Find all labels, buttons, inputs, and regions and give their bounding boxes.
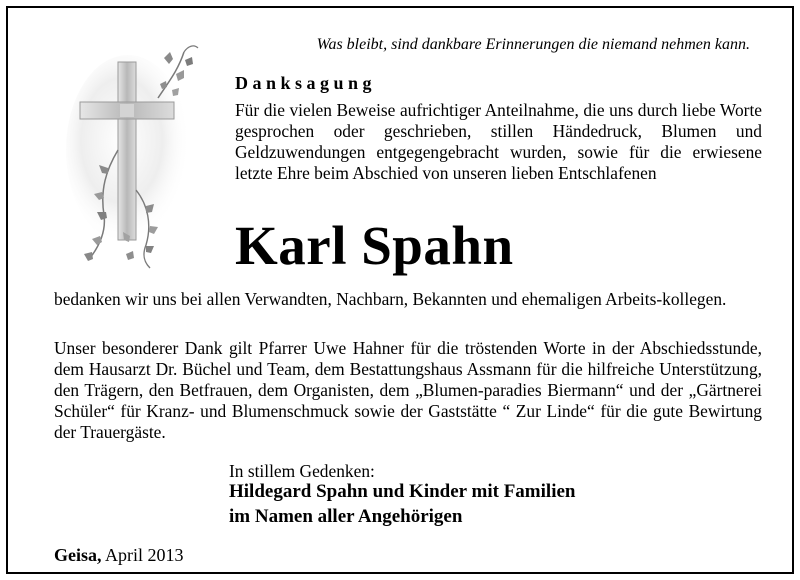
heading-danksagung: Danksagung [235, 73, 377, 93]
cross-with-ivy-icon [60, 40, 210, 270]
thanks-paragraph-2: Unser besonderer Dank gilt Pfarrer Uwe Hahner für die tröstenden Worte in der Abschiedsstunde, dem Hausarzt Dr. Büchel und Team, dem Bestattungshaus Assmann für die hilfreiche Unterstützung, den Trägern, den Betfrauen, dem Organisten, dem „Blumen-paradies Biermann“ und der „Gärtnerei Schüler“ für Kranz- und Blumenschmuck sowie der Gaststätte “ Zur Linde“ für die gute Bewirtung der Trauergäste. [54, 338, 762, 442]
thanks-paragraph-1: bedanken wir uns bei allen Verwandten, Nachbarn, Bekannten und ehemaligen Arbeits-kollegen. [54, 289, 727, 309]
signatory-line-1: Hildegard Spahn und Kinder mit Familien [229, 481, 576, 502]
place-name: Geisa, [54, 545, 102, 565]
place-date [54, 544, 184, 566]
closing-line: In stillem Gedenken: [229, 461, 375, 481]
motto-text: Was bleibt, sind dankbare Erinnerungen die niemand nehmen kann. [316, 36, 750, 53]
date-text: April 2013 [105, 545, 184, 565]
obituary-card [6, 6, 794, 574]
intro-paragraph: Für die vielen Beweise aufrichtiger Anteilnahme, die uns durch liebe Worte gesprochen oder geschrieben, stillen Händedruck, Blumen und Geldzuwendungen entgegengebracht wurden, sowie für die erwiesene letzte Ehre beim Abschied von unseren lieben Entschlafenen [235, 100, 762, 183]
signatory-line-2: im Namen aller Angehörigen [229, 506, 463, 527]
deceased-name: Karl Spahn [235, 215, 514, 276]
